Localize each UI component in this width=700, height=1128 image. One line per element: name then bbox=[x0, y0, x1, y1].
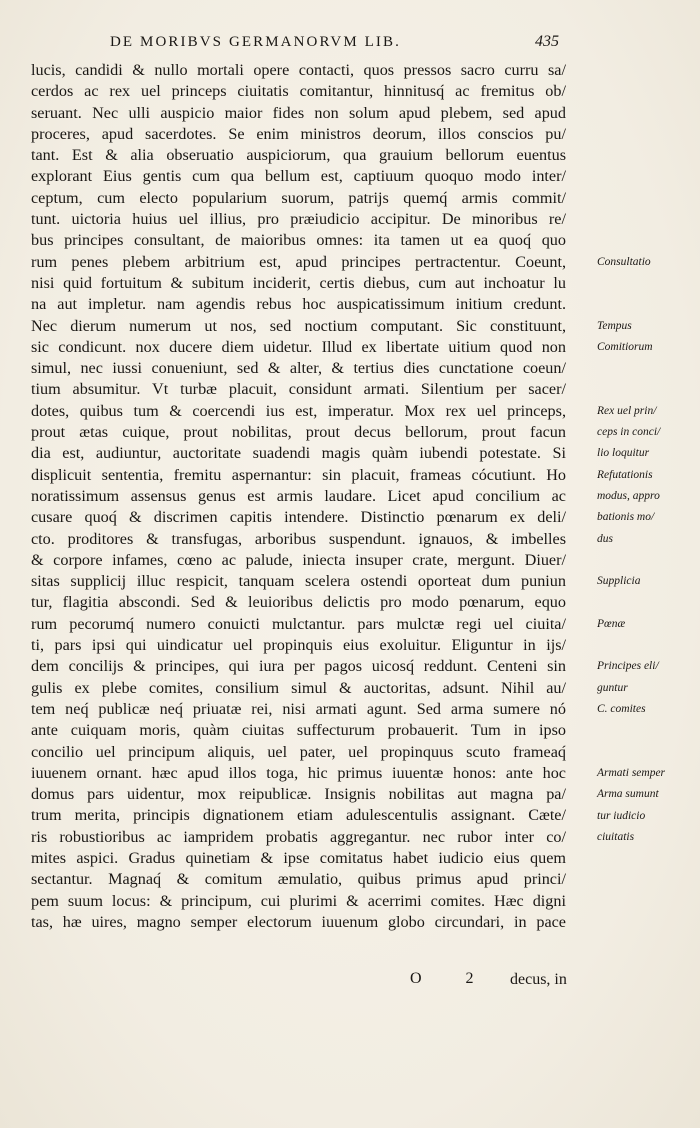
text-line: explorant Eius gentis cum qua bellum est, captiuum quoquo modo inter/ bbox=[31, 167, 566, 186]
text-line: ceptum, cum electo popularium suorum, patrijs quemq́ armis commit/ bbox=[31, 188, 566, 207]
text-line: seruant. Nec ulli auspicio maior fides non solum apud plebem, sed apud bbox=[31, 103, 566, 122]
text-line: trum merita, principis dignationem etiam adulescentulis assignant. Cæte/ bbox=[31, 806, 566, 825]
page-number: 435 bbox=[535, 33, 559, 50]
text-line: cusare quoq́ & discrimen capitis intendere. Distinctio pœnarum ex deli/ bbox=[31, 508, 566, 527]
margin-note: guntur bbox=[597, 681, 628, 694]
text-line: domus pars uidentur, mox reipublicæ. Insignis nobilitas aut magna pa/ bbox=[31, 785, 566, 804]
text-line: prout ætas cuique, prout nobilitas, prout decus bellorum, prout facun bbox=[31, 423, 566, 442]
margin-note: Pœnæ bbox=[597, 617, 626, 630]
text-line: lucis, candidi & nullo mortali opere contacti, quos pressos sacro curru sa/ bbox=[31, 61, 566, 79]
text-line: Nec dierum numerum ut nos, sed noctium computant. Sic constituunt, bbox=[31, 316, 566, 335]
margin-note: Rex uel prin/ bbox=[597, 404, 657, 417]
text-line: tur, flagitia abscondi. Sed & leuioribus delictis pro modo pœnarum, equo bbox=[31, 593, 566, 612]
catchword: decus, in bbox=[510, 971, 567, 988]
margin-note: modus, appro bbox=[597, 490, 660, 502]
text-line: noratissimum assensus genus est armis laudare. Licet apud concilium ac bbox=[31, 486, 566, 505]
text-line: tas, hæ uires, magno semper electorum iuuenum globo circundari, in pace bbox=[31, 912, 566, 931]
text-line: displicuit sententia, fremitu aspernantur: sin placuit, frameas cócutiunt. Ho bbox=[31, 465, 566, 484]
margin-note: Comitiorum bbox=[597, 340, 653, 353]
text-line: simul, nec iussi conueniunt, sed & alter, & tertius dies cunctatione coeun/ bbox=[31, 359, 566, 378]
text-line: iuuenem ornant. hæc apud illos toga, hic primus iuuentæ honos: ante hoc bbox=[31, 763, 566, 782]
text-line: tant. Est & alia obseruatio auspiciorum, qua grauium bellorum euentus bbox=[31, 146, 566, 165]
text-line: pem suum locus: & principum, cui plurimi & acerrimi comites. Hæc digni bbox=[31, 891, 566, 910]
text-line: ante cuiquam moris, quàm ciuitas suffecturum probauerit. Tum in ipso bbox=[31, 721, 566, 740]
text-line: sectantur. Magnaq́ & comitum æmulatio, quibus primus apud princi/ bbox=[31, 870, 566, 889]
margin-note: C. comites bbox=[597, 703, 646, 715]
margin-note: lio loquitur bbox=[597, 447, 650, 460]
text-line: sic condicunt. nox ducere diem uidetur. Illud ex libertate uitium quod non bbox=[31, 337, 566, 356]
text-line: cerdos ac rex uel princeps ciuitatis comitantur, hinnitusq́ ac fremitus ob/ bbox=[31, 82, 566, 101]
text-line: dem concilijs & principes, qui iura per pagos uicosq́ reddunt. Centeni sin bbox=[31, 657, 566, 676]
text-line: & corpore infames, cœno ac palude, iniecta insuper crate, mergunt. Diuer/ bbox=[31, 550, 566, 569]
text-line: na aut impletur. nam agendis rebus hoc auspicatissimum initium credunt. bbox=[31, 295, 566, 314]
text-line: tunt. uictoria huius uel illius, pro præiudicio accipitur. De minoribus re/ bbox=[31, 210, 566, 229]
text-line: ris robustioribus ac iampridem probatis aggregantur. nec rubor inter co/ bbox=[31, 827, 566, 846]
text-line: proceres, apud sacerdotes. Se enim ministros deorum, illos conscios pu/ bbox=[31, 124, 566, 143]
text-line: dia est, audiuntur, auctoritate suadendi magis quàm iubendi potestate. Si bbox=[31, 444, 566, 463]
margin-note: tur iudicio bbox=[597, 809, 646, 822]
margin-note: dus bbox=[597, 532, 613, 545]
margin-note: Armati semper bbox=[597, 766, 666, 779]
body-text bbox=[31, 60, 666, 933]
margin-note: Arma sumunt bbox=[597, 788, 659, 801]
text-line: cto. proditores & transfugas, arboribus suspendunt. ignauos, & imbelles bbox=[31, 529, 566, 548]
text-line: ti, pars ipsi qui uindicatur uel propinquis eius exoluitur. Eliguntur in ijs/ bbox=[31, 636, 566, 655]
margin-note: Principes eli/ bbox=[597, 660, 659, 673]
text-line: tium absumitur. Vt turbæ placuit, considunt armati. Silentium per sacer/ bbox=[31, 380, 566, 399]
text-line: sitas supplicij illuc respicit, tanquam scelera ostendi oporteat dum puniun bbox=[31, 572, 566, 591]
margin-note: ceps in conci/ bbox=[597, 426, 661, 439]
text-line: rum penes plebem arbitrium est, apud principes pertractentur. Coeunt, bbox=[31, 252, 566, 271]
margin-note: ciuitatis bbox=[597, 830, 635, 843]
text-line: concilio uel principum aliquis, uel pater, uel propinquus scuto frameaq́ bbox=[31, 742, 566, 761]
running-head: DE MORIBVS GERMANORVM LIB. bbox=[110, 34, 401, 50]
text-line: rum pecorumq́ numero conuicti mulctantur. pars mulctæ regi uel ciuita/ bbox=[31, 614, 566, 633]
text-line: dotes, quibus tum & coercendi ius est, imperatur. Mox rex uel princeps, bbox=[31, 401, 566, 420]
signature-mark: O 2 bbox=[410, 970, 494, 987]
margin-note: bationis mo/ bbox=[597, 511, 655, 524]
margin-note: Refutationis bbox=[597, 468, 653, 481]
text-line: mites aspici. Gradus quinetiam & ipse comitatus habet iudicio eius quem bbox=[31, 848, 566, 867]
text-line: gulis ex plebe comites, consilium simul & auctoritas, adsunt. Nihil au/ bbox=[31, 678, 566, 697]
margin-note: Tempus bbox=[597, 319, 632, 332]
text-line: nisi quid fortuitum & subitum inciderit, certis diebus, cum aut inchoatur lu bbox=[31, 273, 566, 292]
margin-note: Consultatio bbox=[597, 255, 651, 268]
text-line: tem neq́ publicæ neq́ priuatæ rei, nisi armati agunt. Sed arma sumere nó bbox=[31, 699, 566, 718]
text-line: bus principes consultant, de maioribus omnes: ita tamen ut ea quoq́ quo bbox=[31, 231, 566, 250]
margin-note: Supplicia bbox=[597, 575, 641, 588]
